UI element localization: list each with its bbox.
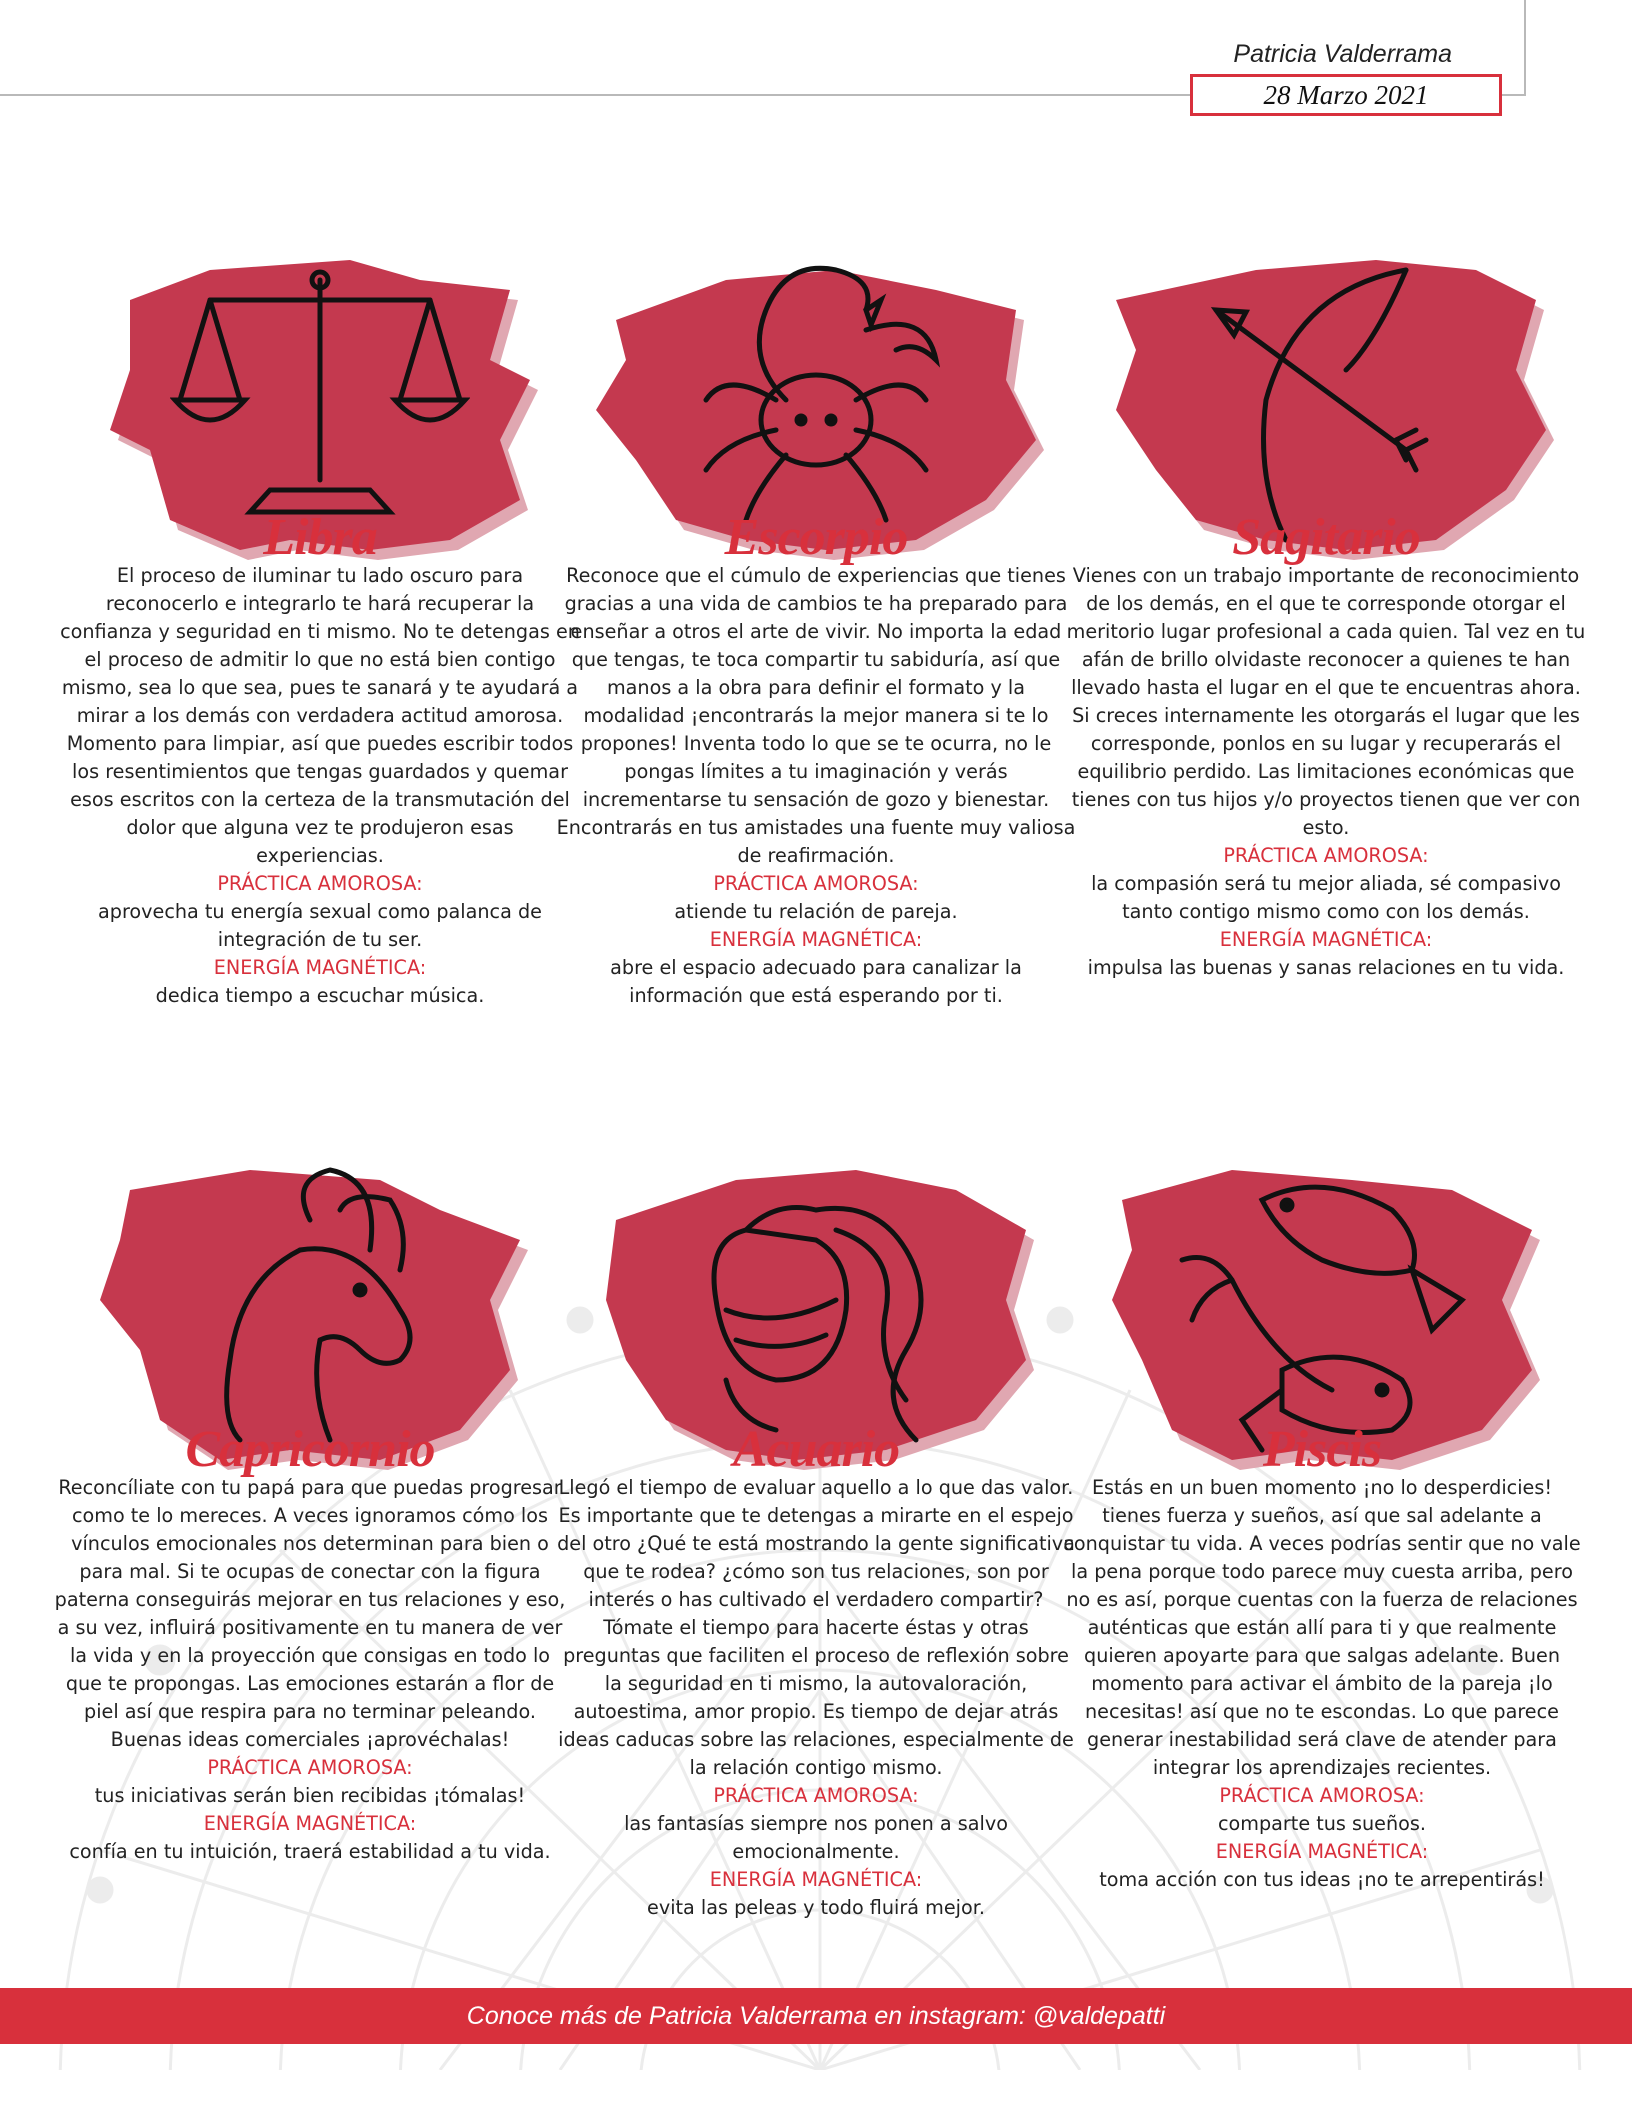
sign-description	[556, 562, 1076, 1010]
sign-text: Vienes con un trabajo importante de reconocimiento de los demás, en el que te corresponde otorgar el meritorio lugar profesional a cada quien. Tal vez en tu afán de brillo olvidaste reconocer a quienes te han llevado hasta el lugar en el que te encuentras ahora. Si creces internamente les otorgarás el lugar que les corresponde, ponlos en su lugar y recuperarás el equilibrio perdido. Las limitaciones económicas que tienes con tus hijos y/o proyectos tienen que ver con esto.	[1066, 564, 1586, 839]
love-practice-text: las fantasías siempre nos ponen a salvo emocionalmente.	[624, 1812, 1008, 1863]
sign-description	[60, 562, 580, 1010]
magnetic-energy-text: toma acción con tus ideas ¡no te arrepentirás!	[1099, 1868, 1545, 1891]
footer-text: Conoce más de Patricia Valderrama en instagram: @valdepatti	[466, 2001, 1166, 2030]
love-practice-text: atiende tu relación de pareja.	[674, 900, 958, 923]
sign-text: Reconcíliate con tu papá para que puedas progresar como te lo mereces. A veces ignoramos cómo los vínculos emocionales nos determinan para bien o para mal. Si te ocupas de conectar con la figura paterna conseguirás mejorar en tus relaciones y eso, a su vez, influirá positivamente en tu manera de ver la vida y en la proyección que consigas en todo lo que te propongas. Las emociones estarán a flor de piel así que respira para no terminar peleando. Buenas ideas comerciales ¡aprovéchalas!	[54, 1476, 566, 1751]
sign-text: Llegó el tiempo de evaluar aquello a lo que das valor. Es importante que te detengas a mirarte en el espejo del otro ¿Qué te está mostrando la gente significativa que te rodea? ¿cómo son tus relaciones, son por interés o has cultivado el verdadero compartir? Tómate el tiempo para hacerte éstas y otras preguntas que faciliten el proceso de reflexión sobre la seguridad en ti mismo, la autovaloración, autoestima, amor propio. Es tiempo de dejar atrás ideas caducas sobre las relaciones, especialmente de la relación contigo mismo.	[557, 1476, 1075, 1779]
magnetic-energy-text: evita las peleas y todo fluirá mejor.	[647, 1896, 985, 1919]
love-practice-text: comparte tus sueños.	[1218, 1812, 1426, 1835]
magnetic-energy-text: dedica tiempo a escuchar música.	[155, 984, 485, 1007]
magnetic-energy-text: impulsa las buenas y sanas relaciones en tu vida.	[1087, 956, 1565, 979]
love-practice-label: PRÁCTICA AMOROSA:	[713, 1784, 919, 1807]
sign-title: Acuario	[732, 1421, 900, 1478]
author-name: Patricia Valderrama	[1233, 40, 1452, 68]
sign-text: Estás en un buen momento ¡no lo desperdicies! tienes fuerza y sueños, así que sal adelante a conquistar tu vida. A veces podrías sentir que no vale la pena porque todo parece muy cuesta arriba, pero no es así, porque cuentas con la fuerza de relaciones auténticas que están allí para ti y que realmente quieren apoyarte para que salgas adelante. Buen momento para activar el ámbito de la pareja ¡lo necesitas! así que no te escondas. Lo que parece generar inestabilidad será clave de atender para integrar los aprendizajes recientes.	[1063, 1476, 1581, 1779]
sign-description	[1062, 1474, 1582, 1894]
sign-title: Sagitario	[1232, 509, 1420, 566]
water-jug-icon	[666, 1160, 966, 1460]
magnetic-energy-label: ENERGÍA MAGNÉTICA:	[709, 928, 923, 951]
love-practice-text: la compasión será tu mejor aliada, sé compasivo tanto contigo mismo como con los demás.	[1091, 872, 1561, 923]
sign-title: Capricornio	[185, 1421, 435, 1478]
love-practice-text: aprovecha tu energía sexual como palanca de integración de tu ser.	[98, 900, 542, 951]
sign-title: Escorpio	[724, 509, 908, 566]
footer-banner	[0, 1988, 1632, 2044]
scorpion-icon	[666, 250, 966, 550]
libra-scales-icon	[170, 250, 470, 550]
date-text: 28 Marzo 2021	[1263, 79, 1429, 110]
magnetic-energy-label: ENERGÍA MAGNÉTICA:	[1219, 928, 1433, 951]
sign-text: El proceso de iluminar tu lado oscuro para reconocerlo e integrarlo te hará recuperar la confianza y seguridad en ti mismo. No te detengas en el proceso de admitir lo que no está bien contigo mismo, sea lo que sea, pues te sanará y te ayudará a mirar a los demás con verdadera actitud amorosa. Momento para limpiar, así que puedes escribir todos los resentimientos que tengas guardados y quemar esos escritos con la certeza de la transmutación del dolor que alguna vez te produjeron esas experiencias.	[60, 564, 580, 867]
magnetic-energy-text: abre el espacio adecuado para canalizar la información que está esperando por ti.	[610, 956, 1022, 1007]
sign-title: Piscis	[1262, 1421, 1382, 1478]
goat-icon	[160, 1160, 460, 1460]
sign-description	[1066, 562, 1586, 982]
love-practice-label: PRÁCTICA AMOROSA:	[207, 1756, 413, 1779]
sign-description	[50, 1474, 570, 1866]
love-practice-label: PRÁCTICA AMOROSA:	[1219, 1784, 1425, 1807]
two-fish-icon	[1172, 1160, 1472, 1460]
love-practice-label: PRÁCTICA AMOROSA:	[713, 872, 919, 895]
love-practice-text: tus iniciativas serán bien recibidas ¡tómalas!	[94, 1784, 526, 1807]
bow-and-arrow-icon	[1176, 250, 1476, 550]
love-practice-label: PRÁCTICA AMOROSA:	[217, 872, 423, 895]
magnetic-energy-label: ENERGÍA MAGNÉTICA:	[709, 1868, 923, 1891]
love-practice-label: PRÁCTICA AMOROSA:	[1223, 844, 1429, 867]
sign-description	[556, 1474, 1076, 1922]
magnetic-energy-label: ENERGÍA MAGNÉTICA:	[213, 956, 427, 979]
magnetic-energy-text: confía en tu intuición, traerá estabilidad a tu vida.	[69, 1840, 551, 1863]
magnetic-energy-label: ENERGÍA MAGNÉTICA:	[203, 1812, 417, 1835]
date-box	[1190, 74, 1502, 116]
sign-text: Reconoce que el cúmulo de experiencias que tienes gracias a una vida de cambios te ha preparado para enseñar a otros el arte de vivir. No importa la edad que tengas, te toca compartir tu sabiduría, así que manos a la obra para definir el formato y la modalidad ¡encontrarás la mejor manera si te lo propones! Inventa todo lo que se te ocurra, no le pongas límites a tu imaginación y verás incrementarse tu sensación de gozo y bienestar. Encontrarás en tus amistades una fuente muy valiosa de reafirmación.	[556, 564, 1076, 867]
sign-title: Libra	[263, 509, 377, 566]
header-rule-vertical	[1524, 0, 1526, 96]
magnetic-energy-label: ENERGÍA MAGNÉTICA:	[1215, 1840, 1429, 1863]
